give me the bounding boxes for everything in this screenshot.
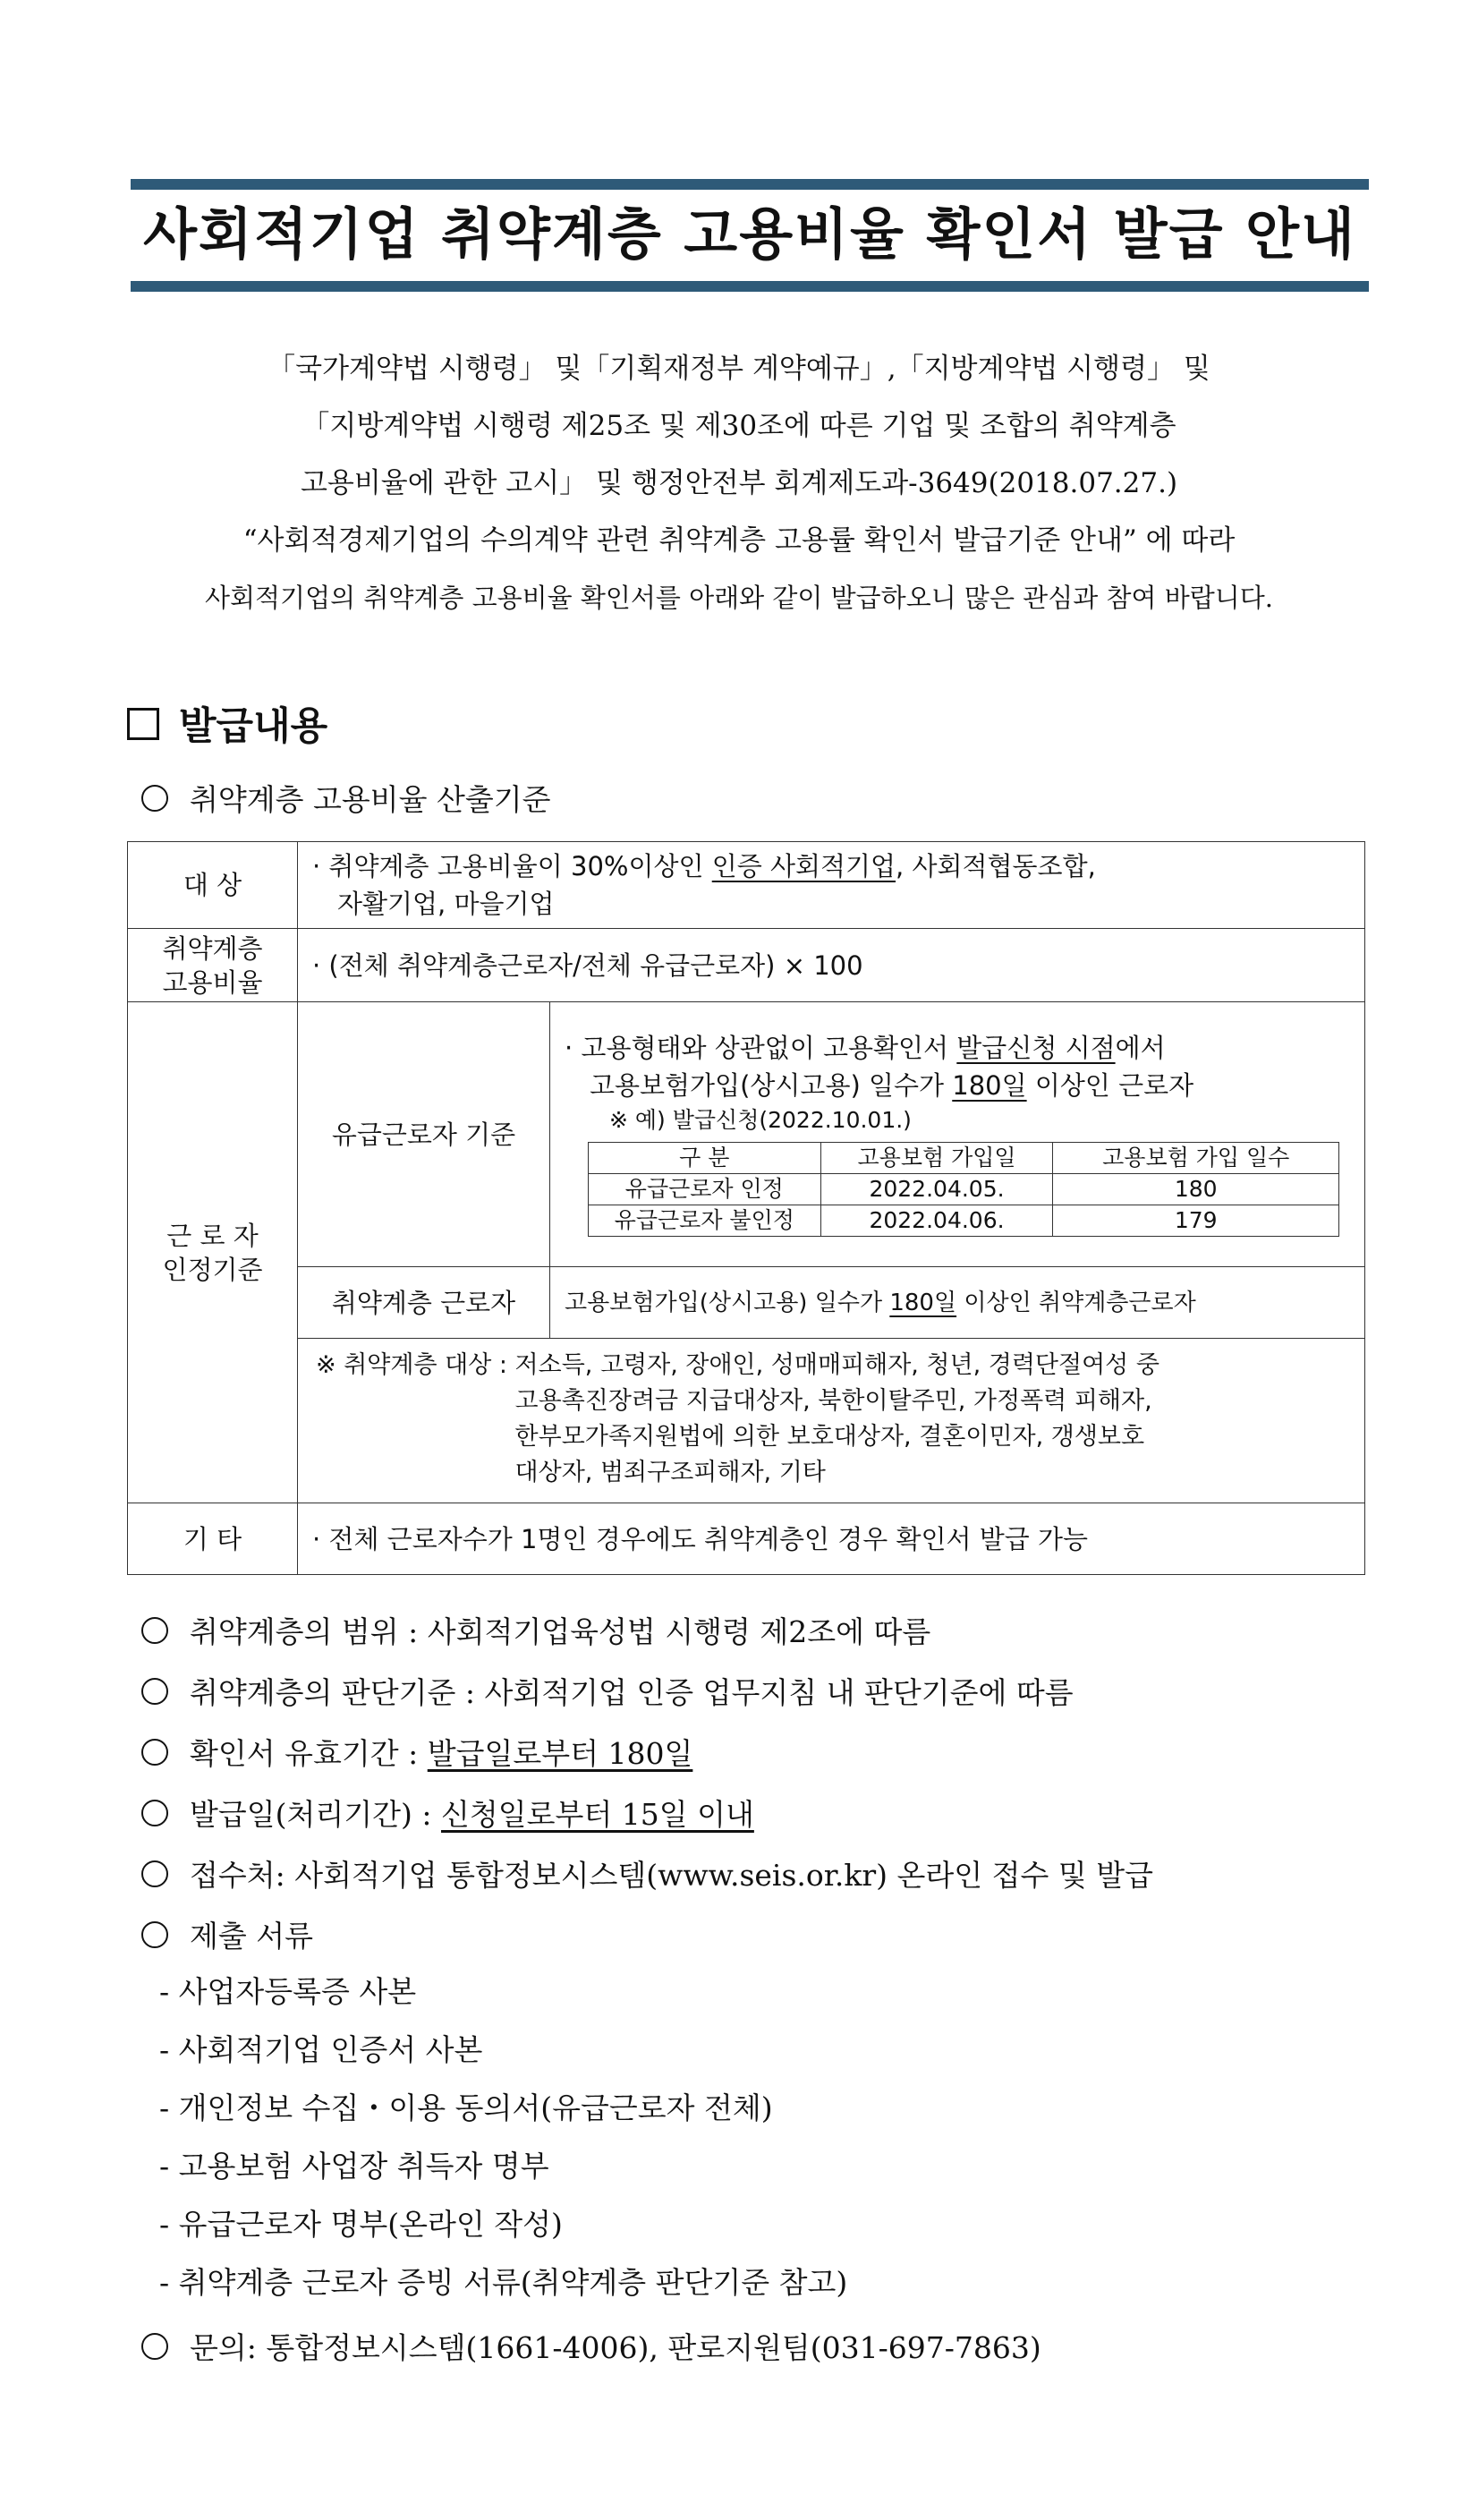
vulnerable-targets-label: ※ 취약계층 대상 :: [316, 1351, 515, 1379]
example-cell: 180: [1053, 1173, 1339, 1205]
vulnerable-targets: [312, 1348, 1354, 1491]
example-header: 고용보험 가입 일수: [1053, 1142, 1339, 1173]
table-row: [128, 1002, 1365, 1267]
intro-line: “사회적경제기업의 수의계약 관련 취약계층 고용률 확인서 발급기준 안내” 에 따라: [242, 524, 1236, 557]
vulnerable-targets-list: 저소득, 고령자, 장애인, 성매매피해자, 청년, 경력단절여성 중 고용촉진장려금 지급대상자, 북한이탈주민, 가정폭력 피해자, 한부모가족지원법에 의한 보호대상자, 결혼이민자, 갱생보호 대상자, 범죄구조피해자, 기타: [514, 1351, 1159, 1486]
paid-worker-cell: [550, 1002, 1365, 1267]
sub-heading: [141, 777, 551, 819]
vulnerable-worker-label: 취약계층 근로자: [298, 1267, 550, 1339]
table-row: [128, 842, 1365, 929]
square-bullet-icon: [127, 708, 159, 740]
circle-bullet-icon: [141, 1678, 168, 1705]
document-item: - 개인정보 수집・이용 동의서(유급근로자 전체): [159, 2090, 773, 2125]
example-cell: 유급근로자 불인정: [589, 1205, 821, 1236]
circle-bullet-icon: [141, 1860, 168, 1887]
vulnerable-targets-cell: [298, 1339, 1365, 1503]
ratio-label: 취약계층 고용비율: [128, 929, 298, 1002]
underlined-text: 인증 사회적기업: [711, 851, 896, 881]
table-row: [589, 1142, 1339, 1173]
sub-heading-text: 취약계층 고용비율 산출기준: [190, 782, 551, 817]
document-item: - 사업자등록증 사본: [159, 1974, 417, 2009]
ratio-value: · (전체 취약계층근로자/전체 유급근로자) × 100: [298, 929, 1365, 1002]
bullet-reception: 접수처: 사회적기업 통합정보시스템(www.seis.or.kr) 온라인 접수 및 발급: [141, 1852, 1153, 1894]
intro-paragraph: [89, 340, 1389, 626]
example-header: 고용보험 가입일: [820, 1142, 1053, 1173]
bullet-scope: 취약계층의 범위 : 사회적기업육성법 시행령 제2조에 따름: [141, 1609, 930, 1651]
document-item: - 취약계층 근로자 증빙 서류(취약계층 판단기준 참고): [159, 2265, 848, 2300]
table-row: [128, 1339, 1365, 1503]
paid-line-1: · 고용형태와 상관없이 고용확인서 발급신청 시점에서: [565, 1032, 1166, 1063]
bullet-validity: 확인서 유효기간 : 발급일로부터 180일: [141, 1731, 692, 1773]
target-line-2: 자활기업, 마을기업: [337, 889, 555, 919]
section-heading: [127, 696, 327, 751]
intro-line: 「국가계약법 시행령」 및「기획재정부 계약예규」,「지방계약법 시행령」 및: [268, 353, 1210, 385]
example-cell: 179: [1053, 1205, 1339, 1236]
vulnerable-worker-cell: 고용보험가입(상시고용) 일수가 180일 이상인 취약계층근로자: [550, 1267, 1365, 1339]
document-item: - 고용보험 사업장 취득자 명부: [159, 2149, 549, 2184]
worker-criteria-label: 근 로 자 인정기준: [128, 1002, 298, 1503]
circle-bullet-icon: [141, 1800, 168, 1826]
circle-bullet-icon: [141, 1739, 168, 1766]
bullet-documents: 제출 서류: [141, 1913, 313, 1955]
table-row: [589, 1173, 1339, 1205]
bullet-issue-date: 발급일(처리기간) : 신청일로부터 15일 이내: [141, 1792, 754, 1834]
circle-bullet-icon: [141, 1617, 168, 1644]
table-row: [128, 1267, 1365, 1339]
table-row: [589, 1205, 1339, 1236]
paid-worker-label: 유급근로자 기준: [298, 1002, 550, 1267]
title-top-bar: [131, 179, 1369, 190]
etc-value: · 전체 근로자수가 1명인 경우에도 취약계층인 경우 확인서 발급 가능: [298, 1503, 1365, 1575]
example-note: ※ 예) 발급신청(2022.10.01.): [609, 1106, 912, 1133]
intro-line: 고용비율에 관한 고시」 및 행정안전부 회계제도과-3649(2018.07.27.): [300, 467, 1178, 499]
intro-line: 사회적기업의 취약계층 고용비율 확인서를 아래와 같이 발급하오니 많은 관심과 참여 바랍니다.: [205, 583, 1273, 613]
table-row: [128, 929, 1365, 1002]
example-header: 구 분: [589, 1142, 821, 1173]
intro-line: 「지방계약법 시행령 제25조 및 제30조에 따른 기업 및 조합의 취약계층: [302, 410, 1176, 442]
circle-bullet-icon: [141, 2333, 168, 2360]
etc-label: 기 타: [128, 1503, 298, 1575]
target-cell: [298, 842, 1365, 929]
bullet-criteria: 취약계층의 판단기준 : 사회적기업 인증 업무지침 내 판단기준에 따름: [141, 1670, 1074, 1712]
circle-bullet-icon: [141, 1921, 168, 1948]
page-title: 사회적기업 취약계층 고용비율 확인서 발급 안내: [143, 201, 1356, 267]
title-bottom-bar: [131, 281, 1369, 292]
bullet-contact: 문의: 통합정보시스템(1661-4006), 판로지원팀(031-697-7863): [141, 2325, 1041, 2367]
target-label: 대 상: [128, 842, 298, 929]
circle-bullet-icon: [141, 785, 168, 812]
paid-line-2: 고용보험가입(상시고용) 일수가 180일 이상인 근로자: [590, 1069, 1194, 1101]
example-cell: 2022.04.05.: [820, 1173, 1053, 1205]
table-row: [128, 1503, 1365, 1575]
criteria-table: [127, 841, 1365, 1575]
section-title: 발급내용: [179, 704, 328, 749]
example-cell: 유급근로자 인정: [589, 1173, 821, 1205]
target-line-1: · 취약계층 고용비율이 30%이상인 인증 사회적기업, 사회적협동조합,: [312, 851, 1096, 881]
document-item: - 유급근로자 명부(온라인 작성): [159, 2207, 563, 2242]
example-cell: 2022.04.06.: [820, 1205, 1053, 1236]
title-block: [131, 179, 1369, 292]
document-item: - 사회적기업 인증서 사본: [159, 2032, 483, 2067]
example-table: [588, 1142, 1339, 1237]
